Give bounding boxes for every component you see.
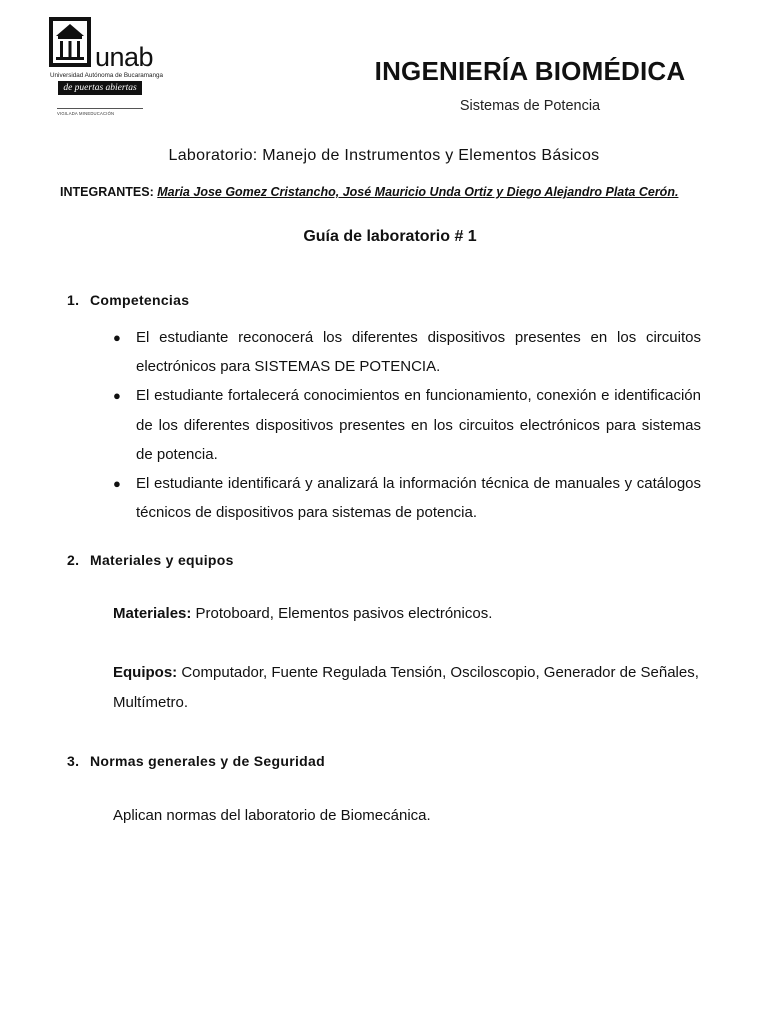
section-title: Competencias [90, 292, 190, 308]
bullet-icon: ● [113, 330, 121, 345]
university-logo [48, 16, 164, 120]
page-subtitle: Sistemas de Potencia [459, 98, 601, 114]
guide-title: Guía de laboratorio # 1 [303, 228, 477, 245]
section-title: Materiales y equipos [90, 552, 234, 568]
list-item-text: El estudiante reconocerá los diferentes dispositivos presentes en los circuitos electrónicos para SISTEMAS DE POTENCIA. [136, 329, 701, 376]
section-heading-normas [67, 753, 325, 769]
section-heading-competencias [67, 292, 189, 308]
section-number: 2. [67, 552, 80, 568]
section-number: 1. [67, 292, 80, 308]
list-item [113, 469, 701, 527]
materials-label: Materiales: [113, 605, 192, 622]
list-item [113, 381, 701, 469]
logo-name: unab [95, 42, 154, 72]
materials-text: Protoboard, Elementos pasivos electrónicos. [195, 605, 493, 622]
normas-paragraph: Aplican normas del laboratorio de Biomecánica. [113, 807, 431, 824]
section-title: Normas generales y de Seguridad [90, 753, 325, 769]
list-item [113, 323, 701, 381]
logo-subtitle: Universidad Autónoma de Bucaramanga [50, 72, 164, 79]
list-item-text: El estudiante fortalecerá conocimientos en funcionamiento, conexión e identificación de los diferentes dispositivos presentes en los circuitos electrónicos para sistemas de potencia. [136, 387, 701, 463]
section-number: 3. [67, 753, 80, 769]
building-icon [48, 16, 92, 68]
bullet-icon: ● [113, 388, 121, 404]
lab-title: Laboratorio: Manejo de Instrumentos y Elementos Básicos [168, 147, 600, 164]
members-line [60, 185, 678, 199]
competencias-list [113, 323, 701, 527]
page-title: INGENIERÍA BIOMÉDICA [374, 56, 686, 86]
logo-banner: de puertas abiertas [58, 81, 142, 95]
equipment-paragraph [113, 658, 703, 718]
bullet-icon: ● [113, 476, 121, 492]
section-heading-materiales [67, 552, 234, 568]
members-label: INTEGRANTES: [60, 185, 154, 199]
materials-paragraph [113, 599, 703, 629]
equipment-text: Computador, Fuente Regulada Tensión, Osciloscopio, Generador de Señales, Multímetro. [113, 664, 699, 711]
equipment-label: Equipos: [113, 664, 178, 681]
logo-tagline: VIGILADA MINEDUCACIÓN [57, 108, 143, 116]
list-item-text: El estudiante identificará y analizará la información técnica de manuales y catálogos técnicos de dispositivos para sistemas de potencia. [136, 475, 701, 522]
members-names: Maria Jose Gomez Cristancho, José Mauricio Unda Ortiz y Diego Alejandro Plata Cerón. [157, 185, 679, 199]
